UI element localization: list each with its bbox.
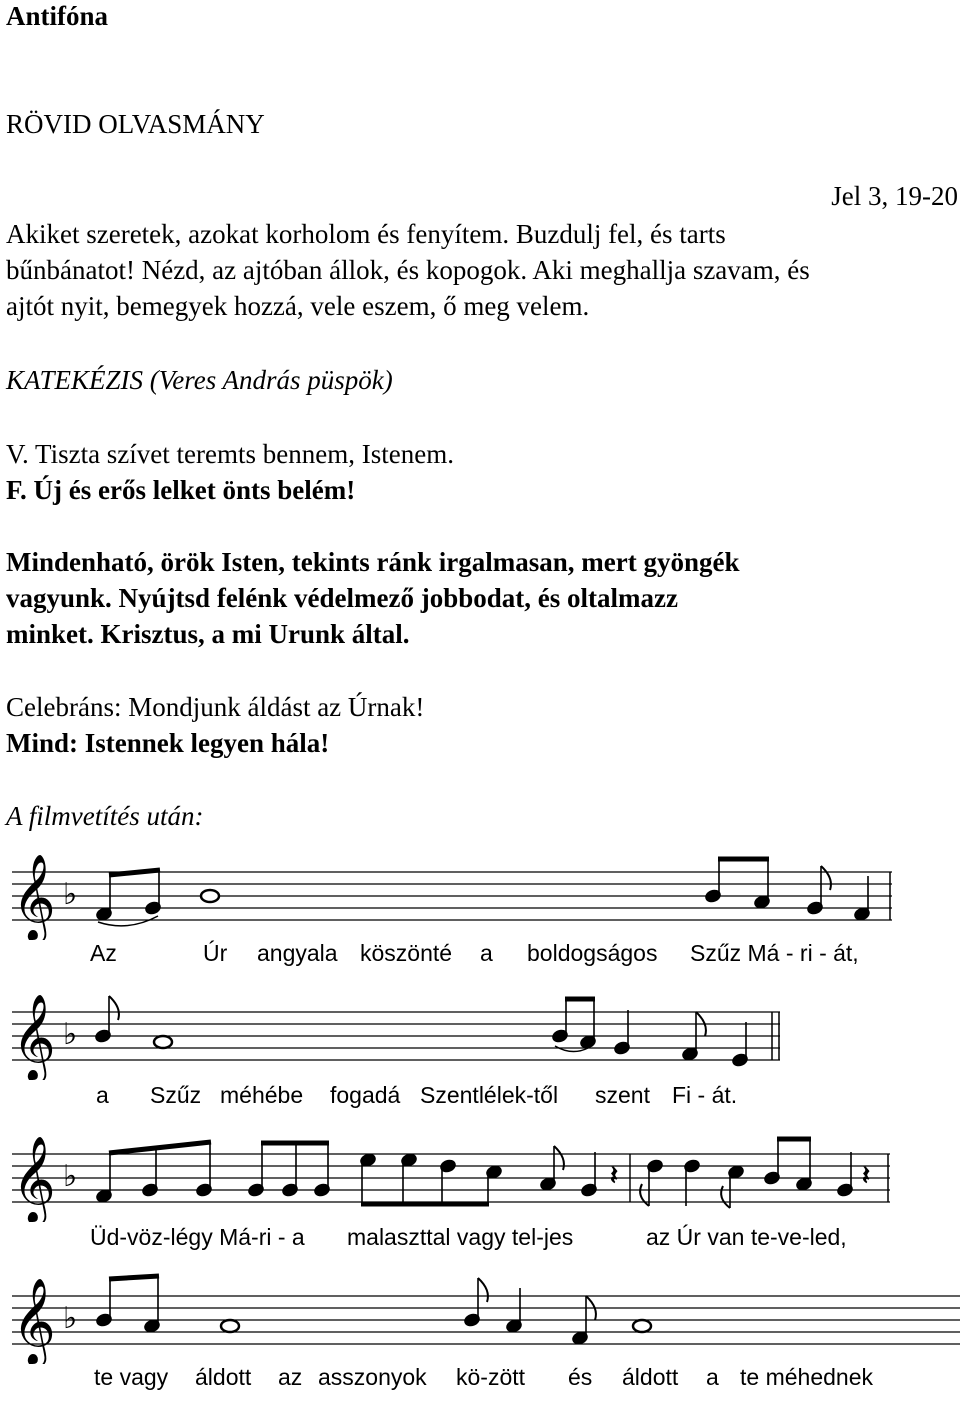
lyric-syllable: Az xyxy=(90,940,117,966)
lyrics-line-4 xyxy=(0,1364,960,1404)
flat-icon: ♭ xyxy=(63,877,78,912)
lyric-syllable: áldott xyxy=(195,1364,252,1390)
lyric-syllable: Szűz Má - ri - át, xyxy=(690,940,859,966)
after-film-heading: A filmvetítés után: xyxy=(6,801,204,831)
lyric-syllable: fogadá xyxy=(330,1082,401,1108)
lyric-syllable: a xyxy=(706,1364,719,1390)
lyric-syllable: boldogságos xyxy=(527,940,658,966)
section-title: RÖVID OLVASMÁNY xyxy=(6,109,265,139)
quarter-rest-icon: 𝄽 xyxy=(610,1161,618,1191)
lyrics-line-1 xyxy=(0,940,960,980)
celebrant-line: Celebráns: Mondjunk áldást az Úrnak! xyxy=(6,692,425,722)
response: F. Új és erős lelket önts belém! xyxy=(6,475,356,505)
reading-line-2: bűnbánatot! Nézd, az ajtóban állok, és kopogok. Aki meghallja szavam, és xyxy=(6,255,810,285)
music-staff-4 xyxy=(0,1264,960,1364)
lyric-syllable: Szűz xyxy=(150,1082,202,1108)
prayer-line-2: vagyunk. Nyújtsd felénk védelmező jobbodat, és oltalmazz xyxy=(6,583,678,613)
lyric-syllable: Fi - át. xyxy=(672,1082,738,1108)
music-staff-2 xyxy=(0,980,960,1080)
lyric-syllable: és xyxy=(568,1364,593,1390)
lyric-syllable: Szentlélek-től xyxy=(420,1082,559,1108)
prayer-line-1: Mindenható, örök Isten, tekints ránk irgalmasan, mert gyöngék xyxy=(6,547,740,577)
antifona-heading: Antifóna xyxy=(6,1,109,31)
reading-line-3: ajtót nyit, bemegyek hozzá, vele eszem, ő meg velem. xyxy=(6,291,590,321)
lyric-syllable: szent xyxy=(595,1082,650,1108)
treble-clef-icon: 𝄞 xyxy=(12,1278,56,1364)
treble-clef-icon: 𝄞 xyxy=(12,994,56,1080)
flat-icon: ♭ xyxy=(63,1159,78,1194)
catechesis-title: KATEKÉZIS (Veres András püspök) xyxy=(6,365,393,395)
lyric-syllable: az Úr van te-ve-led, xyxy=(646,1224,847,1250)
lyric-syllable: malaszttal vagy tel-jes xyxy=(347,1224,574,1250)
flat-icon: ♭ xyxy=(63,1017,78,1052)
lyric-syllable: te vagy xyxy=(94,1364,169,1390)
flat-icon: ♭ xyxy=(63,1301,78,1336)
music-staff-1 xyxy=(0,840,960,940)
lyric-syllable: Úr xyxy=(203,940,228,966)
lyric-syllable: a xyxy=(96,1082,109,1108)
treble-clef-icon: 𝄞 xyxy=(12,854,56,940)
lyric-syllable: kö-zött xyxy=(456,1364,526,1390)
lyric-syllable: a xyxy=(480,940,493,966)
music-staff-3 xyxy=(0,1122,960,1222)
all-response-line: Mind: Istennek legyen hála! xyxy=(6,728,330,758)
versicle: V. Tiszta szívet teremts bennem, Istenem. xyxy=(6,439,454,469)
lyric-syllable: méhébe xyxy=(220,1082,304,1108)
lyric-syllable: köszönté xyxy=(360,940,453,966)
lyrics-line-2 xyxy=(0,1082,960,1122)
lyric-syllable: Üd-vöz-légy Má-ri - a xyxy=(90,1224,305,1250)
lyric-syllable: asszonyok xyxy=(318,1364,427,1390)
prayer-line-3: minket. Krisztus, a mi Urunk által. xyxy=(6,619,410,649)
reading-line-1: Akiket szeretek, azokat korholom és fenyítem. Buzdulj fel, és tarts xyxy=(6,219,726,249)
reading-reference: Jel 3, 19-20 xyxy=(831,181,958,211)
lyric-syllable: az xyxy=(278,1364,303,1390)
lyric-syllable: áldott xyxy=(622,1364,679,1390)
lyrics-line-3 xyxy=(0,1224,960,1264)
quarter-rest-icon: 𝄽 xyxy=(862,1161,870,1191)
lyric-syllable: angyala xyxy=(257,940,338,966)
treble-clef-icon: 𝄞 xyxy=(12,1136,56,1222)
lyric-syllable: te méhednek xyxy=(740,1364,873,1390)
